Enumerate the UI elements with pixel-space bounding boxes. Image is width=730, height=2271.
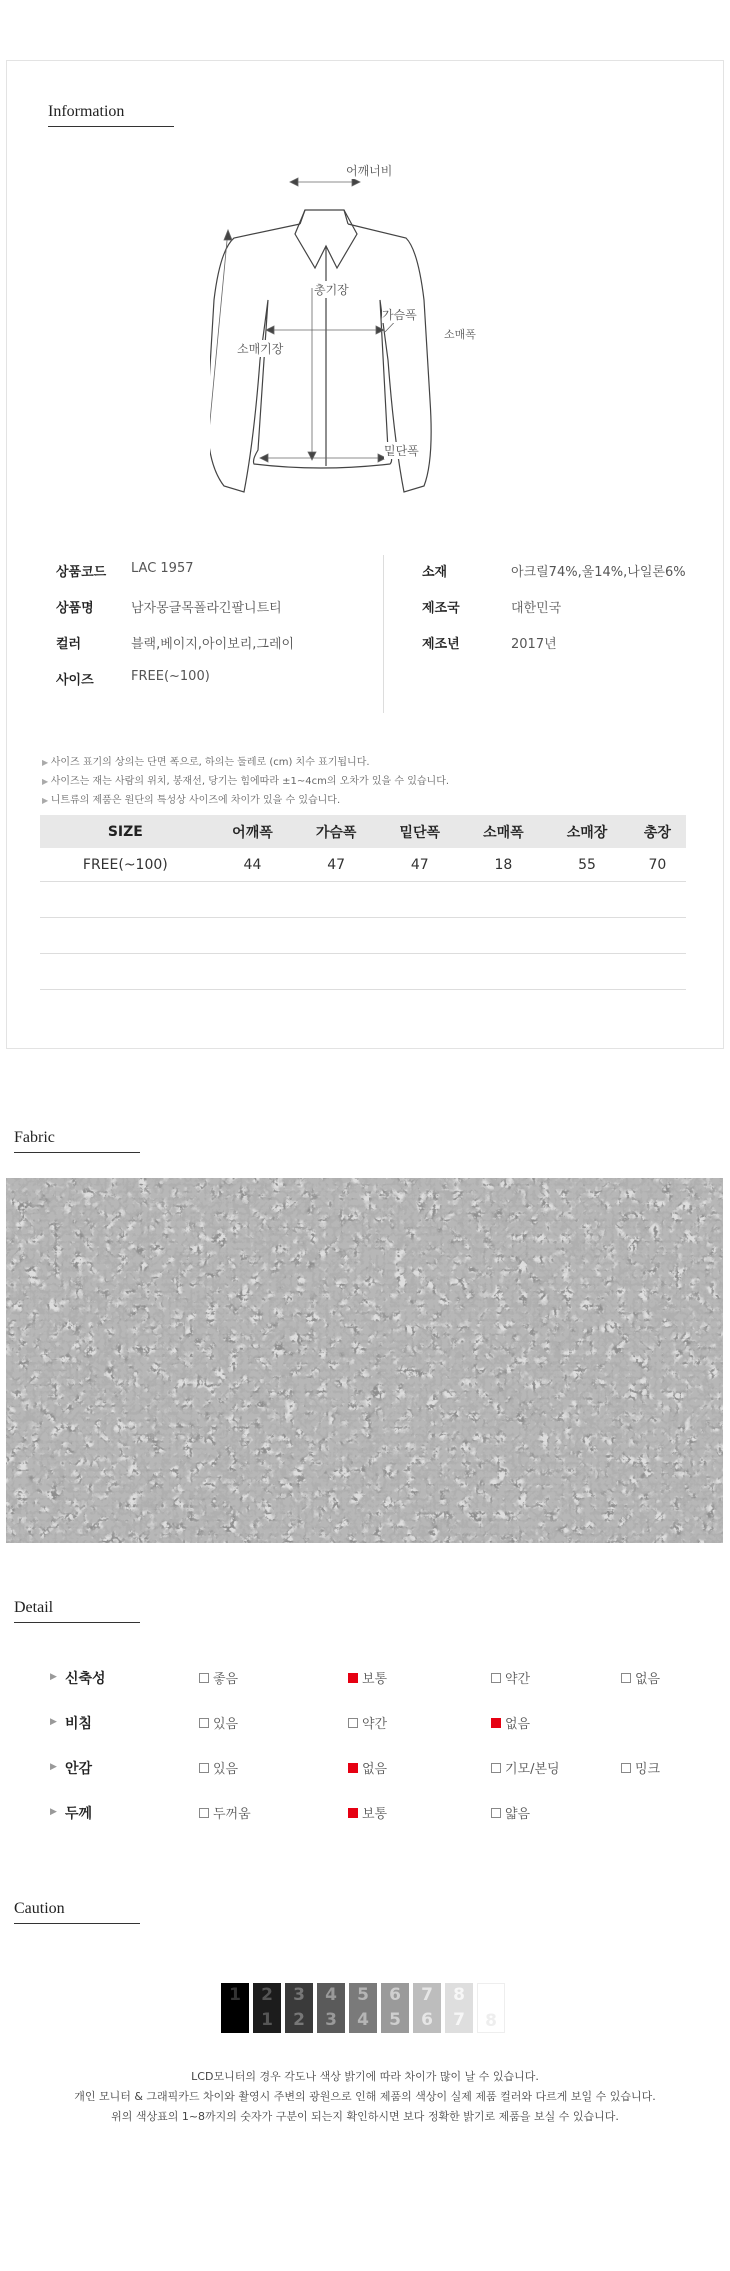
diagram-label-total-length: 총기장 xyxy=(314,283,349,297)
size-table-cell: 70 xyxy=(629,848,686,882)
checkbox-checked-icon xyxy=(348,1673,358,1683)
detail-option: 기모/본딩 xyxy=(491,1758,560,1777)
detail-row-arrow-icon: ▶ xyxy=(50,1717,57,1727)
brightness-swatch: 8 7 xyxy=(445,1983,473,2033)
detail-row-arrow-icon: ▶ xyxy=(50,1672,57,1682)
detail-option: 있음 xyxy=(199,1758,238,1777)
detail-title-underline xyxy=(14,1622,140,1623)
size-table xyxy=(40,815,686,990)
spec-label-code: 상품코드 xyxy=(56,565,107,580)
arrow-head xyxy=(290,178,298,186)
caution-title: Caution xyxy=(14,1900,65,1917)
brightness-swatch: 1 xyxy=(221,1983,249,2033)
checkbox-icon xyxy=(348,1718,358,1728)
size-table-cell: FREE(~100) xyxy=(40,848,211,882)
table-row-empty xyxy=(40,918,686,954)
checkbox-checked-icon xyxy=(348,1808,358,1818)
arrow-head xyxy=(260,454,268,462)
arrow-head xyxy=(308,452,316,460)
size-note: ▶ 사이즈 표기의 상의는 단면 폭으로, 하의는 둘레로 (cm) 치수 표기됩니다. xyxy=(42,753,370,768)
size-table-header-row xyxy=(40,815,686,848)
caution-text: 위의 색상표의 1~8까지의 숫자가 구분이 되는지 확인하시면 보다 정확한 밝기로 제품을 보실 수 있습니다. xyxy=(111,2110,619,2123)
spec-value-color: 블랙,베이지,아이보리,그레이 xyxy=(131,637,295,652)
fabric-title: Fabric xyxy=(14,1129,55,1146)
diagram-label-sleeve-width: 소매폭 xyxy=(444,328,476,341)
checkbox-icon xyxy=(199,1718,209,1728)
spec-value-year: 2017년 xyxy=(511,637,557,652)
information-title-underline xyxy=(48,126,174,127)
size-table-header: 어깨폭 xyxy=(211,815,295,848)
checkbox-checked-icon xyxy=(348,1763,358,1773)
arrow-head xyxy=(376,326,384,334)
spec-label-material: 소재 xyxy=(422,565,448,580)
size-note: ▶ 사이즈는 재는 사람의 위치, 봉재선, 당기는 힘에따라 ±1~4cm의 오차가 있을 수 있습니다. xyxy=(42,772,449,787)
detail-option: 밍크 xyxy=(621,1758,660,1777)
arrow-head xyxy=(352,178,360,186)
detail-row-arrow-icon: ▶ xyxy=(50,1762,57,1772)
information-title: Information xyxy=(48,103,125,120)
checkbox-icon xyxy=(491,1763,501,1773)
spec-value-material: 아크릴74%,울14%,나일론6% xyxy=(511,565,686,580)
fabric-title-underline xyxy=(14,1152,140,1153)
detail-option-selected: 없음 xyxy=(491,1713,530,1732)
detail-label-thickness: 두께 xyxy=(65,1806,93,1822)
checkbox-checked-icon xyxy=(491,1718,501,1728)
diagram-label-hem: 밑단폭 xyxy=(384,444,419,458)
spec-value-country: 대한민국 xyxy=(511,601,562,616)
checkbox-icon xyxy=(199,1763,209,1773)
detail-option: 약간 xyxy=(491,1668,530,1687)
size-table-cell: 47 xyxy=(378,848,462,882)
detail-option: 두꺼움 xyxy=(199,1803,251,1822)
table-row xyxy=(40,848,686,882)
fabric-texture xyxy=(6,1178,723,1543)
arrow-head xyxy=(224,230,232,240)
spec-value-code: LAC 1957 xyxy=(131,561,194,576)
brightness-color-chart xyxy=(221,1983,508,2033)
caution-text: LCD모니터의 경우 각도나 색상 밝기에 따라 차이가 많이 날 수 있습니다. xyxy=(191,2070,539,2083)
size-table-header: SIZE xyxy=(40,815,211,848)
spec-label-year: 제조년 xyxy=(422,637,460,652)
brightness-swatch: 3 2 xyxy=(285,1983,313,2033)
caution-title-underline xyxy=(14,1923,140,1924)
brightness-swatch: 2 1 xyxy=(253,1983,281,2033)
size-table-header: 총장 xyxy=(629,815,686,848)
checkbox-icon xyxy=(491,1808,501,1818)
checkbox-icon xyxy=(199,1673,209,1683)
detail-label-sheerness: 비침 xyxy=(65,1716,93,1732)
size-table-cell: 18 xyxy=(462,848,546,882)
table-row-empty xyxy=(40,882,686,918)
detail-option-selected: 보통 xyxy=(348,1668,387,1687)
detail-option-selected: 보통 xyxy=(348,1803,387,1822)
size-table-cell: 47 xyxy=(294,848,378,882)
collar-back xyxy=(300,210,348,224)
brightness-swatch: 6 5 xyxy=(381,1983,409,2033)
size-table-cell: 55 xyxy=(545,848,629,882)
detail-row-arrow-icon: ▶ xyxy=(50,1807,57,1817)
detail-option: 얇음 xyxy=(491,1803,530,1822)
size-table-cell: 44 xyxy=(211,848,295,882)
spec-label-name: 상품명 xyxy=(56,601,94,616)
arrow-head xyxy=(266,326,274,334)
checkbox-icon xyxy=(621,1673,631,1683)
diagram-label-sleeve-length: 소매기장 xyxy=(237,342,284,356)
detail-option: 좋음 xyxy=(199,1668,238,1687)
diagram-label-chest: 가슴폭 xyxy=(382,308,417,322)
size-table-header: 소매장 xyxy=(545,815,629,848)
diagram-label-shoulder: 어깨너비 xyxy=(346,164,393,178)
size-note: ▶ 니트류의 제품은 원단의 특성상 사이즈에 차이가 있을 수 있습니다. xyxy=(42,791,340,806)
spec-label-size: 사이즈 xyxy=(56,673,94,688)
spec-value-name: 남자몽글목폴라긴팔니트티 xyxy=(131,601,282,616)
spec-value-size: FREE(~100) xyxy=(131,669,210,684)
brightness-swatch: 8 xyxy=(477,1983,505,2033)
detail-option: 없음 xyxy=(621,1668,660,1687)
size-table-header: 가슴폭 xyxy=(294,815,378,848)
detail-option-selected: 없음 xyxy=(348,1758,387,1777)
detail-option: 있음 xyxy=(199,1713,238,1732)
checkbox-icon xyxy=(491,1673,501,1683)
checkbox-icon xyxy=(621,1763,631,1773)
brightness-swatch: 4 3 xyxy=(317,1983,345,2033)
brightness-swatch: 7 6 xyxy=(413,1983,441,2033)
detail-label-lining: 안감 xyxy=(65,1761,93,1777)
spec-label-country: 제조국 xyxy=(422,601,460,616)
detail-label-stretch: 신축성 xyxy=(65,1671,106,1687)
detail-title: Detail xyxy=(14,1599,54,1616)
specs-divider xyxy=(383,555,384,713)
brightness-swatch: 5 4 xyxy=(349,1983,377,2033)
detail-option: 약간 xyxy=(348,1713,387,1732)
table-row-empty xyxy=(40,954,686,990)
size-table-header: 밑단폭 xyxy=(378,815,462,848)
fabric-texture-image xyxy=(6,1178,723,1543)
caution-text: 개인 모니터 & 그래픽카드 차이와 촬영시 주변의 광원으로 인해 제품의 색상이 실제 제품 컬러와 다르게 보일 수 있습니다. xyxy=(74,2090,656,2103)
checkbox-icon xyxy=(199,1808,209,1818)
size-table-header: 소매폭 xyxy=(462,815,546,848)
spec-label-color: 컬러 xyxy=(56,637,82,652)
